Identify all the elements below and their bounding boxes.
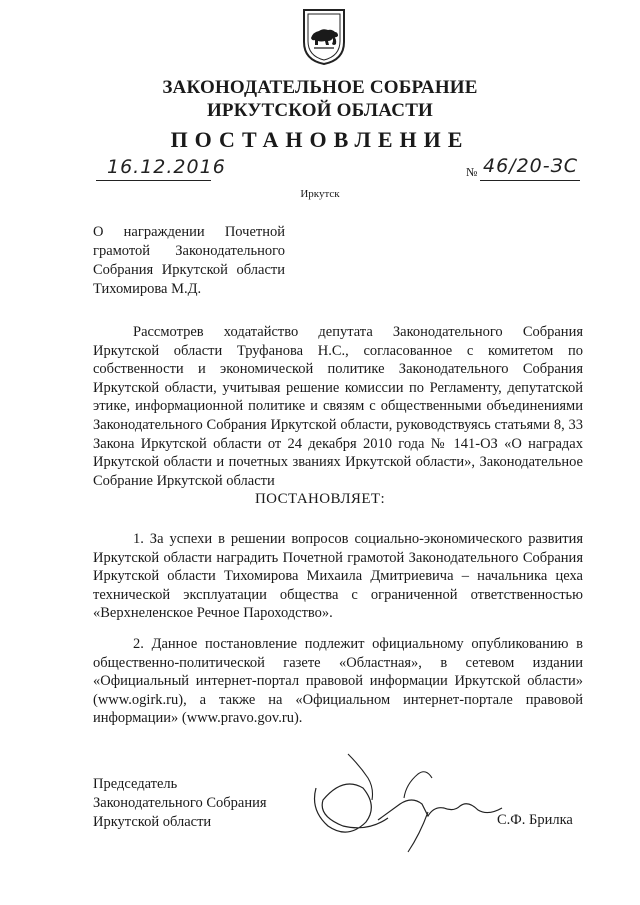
resolution-item-2: 2. Данное постановление подлежит официальному опубликованию в общественно-политической газете «Областная», в сетевом издании «Официальный интернет-портал правовой информации Иркутской области» (www.ogirk.ru), а также на «Официальном интернет-портале правовой информации» (www.pravo.gov.ru). [93,636,583,727]
signatory-title-line2: Законодательного Собрания [93,795,267,811]
document-subject: О награждении Почетной грамотой Законодательного Собрания Иркутской области Тихомирова М.Д. [93,224,285,297]
document-date: 16.12.2016 [107,156,226,178]
org-name-line2: ИРКУТСКОЙ ОБЛАСТИ [206,100,434,121]
date-underline [96,180,211,181]
resolution-item-1: 1. За успехи в решении вопросов социально-экономического развития Иркутской области наградить Почетной грамотой Законодательного Собрания Иркутской области Тихомирова Михаила Дмитриевича – начальника цеха технической эксплуатации общества с ограниченной ответственностью «Верхнеленское Речное Пароходство». [93,531,583,622]
signatory-name: С.Ф. Брилка [497,812,573,828]
preamble-paragraph: Рассмотрев ходатайство депутата Законодательного Собрания Иркутской области Труфанова Н.С., согласованное с комитетом по собственности и экономической политике Законодательного Собрания Иркутской области, учитывая решение комиссии по Регламенту, депутатской этике, информационной политике и связям с общественными объединениями Законодательного Собрания Иркутской области, руководствуясь статьями 8, 33 Закона Иркутской области от 24 декабря 2010 года № 141-ОЗ «О наградах Иркутской области и почетных званиях Иркутской области», Законодательное Собрание Иркутской области [93,324,583,489]
signatory-title-line1: Председатель [93,776,178,792]
org-name-line1: ЗАКОНОДАТЕЛЬНОЕ СОБРАНИЕ [162,77,478,98]
coat-of-arms-icon [302,8,346,66]
document-type: ПОСТАНОВЛЕНИЕ [170,127,470,152]
number-underline [480,180,580,181]
document-number: 46/20-ЗС [483,155,579,177]
city-name: Иркутск [300,188,340,200]
signatory-title [93,775,267,832]
handwritten-signature [308,748,508,858]
resolves-heading: ПОСТАНОВЛЯЕТ: [254,491,386,507]
number-prefix: № [466,165,478,179]
signatory-title-line3: Иркутской области [93,814,212,830]
